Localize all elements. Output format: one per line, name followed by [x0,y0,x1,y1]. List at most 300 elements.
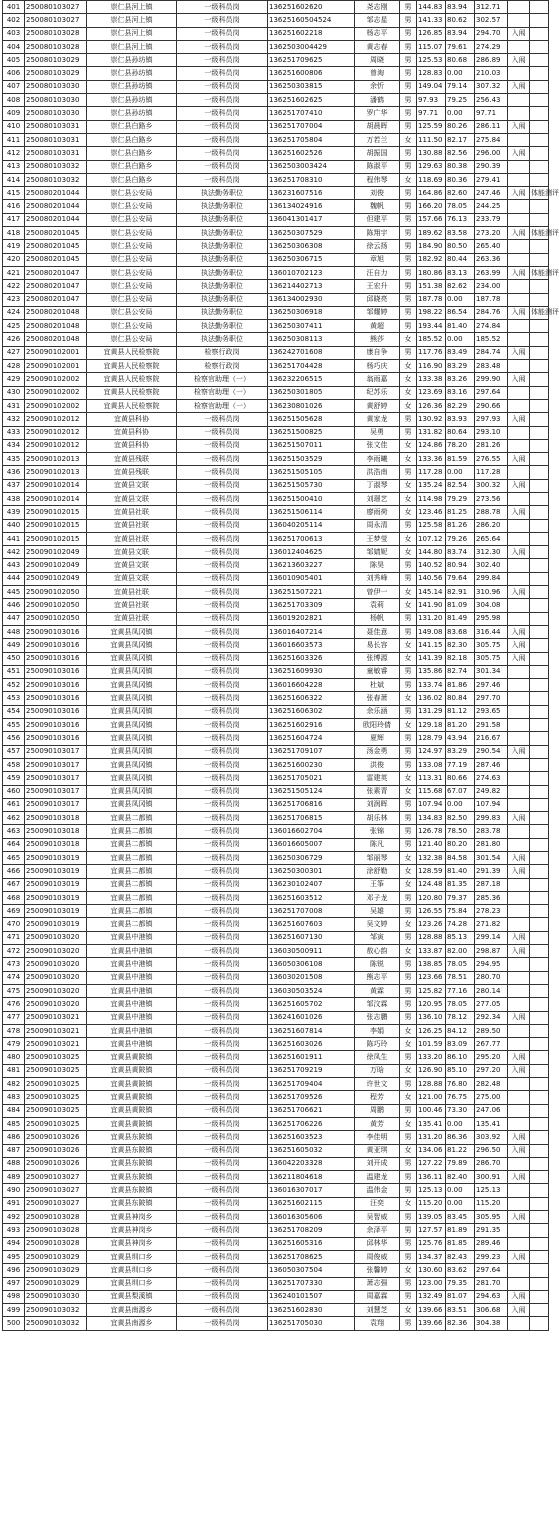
cell-exam_no: 136250306715 [268,253,355,266]
cell-note [530,758,549,771]
cell-note [530,1051,549,1064]
cell-interview: 80.94 [446,559,475,572]
cell-shortlist [508,785,530,798]
cell-written: 134.83 [417,812,446,825]
cell-no: 473 [3,958,25,971]
table-row [3,147,549,160]
cell-name: 刘璟艺 [355,492,400,505]
cell-exam_no: 136240101507 [268,1290,355,1303]
cell-interview: 0.00 [446,293,475,306]
cell-exam_no: 136251707330 [268,1277,355,1290]
cell-position: 一级科员岗 [177,758,268,771]
cell-written: 111.50 [417,133,446,146]
cell-shortlist [508,519,530,532]
table-row [3,679,549,692]
cell-name: 黄志春 [355,40,400,53]
cell-position: 一级科员岗 [177,984,268,997]
cell-note [530,147,549,160]
cell-written: 133.74 [417,679,446,692]
cell-total: 291.35 [475,1224,508,1237]
cell-total: 294.70 [475,27,508,40]
cell-exam_no: 136251709404 [268,1078,355,1091]
cell-gender: 男 [400,426,417,439]
cell-name: 汪奕 [355,1197,400,1210]
cell-note [530,399,549,412]
cell-position: 一级科员岗 [177,679,268,692]
cell-gender: 男 [400,200,417,213]
table-row [3,878,549,891]
cell-code: 250090103021 [25,1038,87,1051]
cell-unit: 宜黄县残联 [87,453,177,466]
cell-no: 499 [3,1304,25,1317]
cell-code: 250090103017 [25,785,87,798]
cell-unit: 宜黄县黄陂镇 [87,1117,177,1130]
cell-unit: 崇仁县公安局 [87,253,177,266]
cell-written: 136.10 [417,1011,446,1024]
cell-note [530,1317,549,1330]
cell-exam_no: 136050306108 [268,958,355,971]
cell-no: 413 [3,160,25,173]
cell-shortlist: 入闱 [508,80,530,93]
cell-exam_no: 136242701608 [268,346,355,359]
cell-gender: 男 [400,67,417,80]
cell-code: 250090102002 [25,399,87,412]
cell-gender: 男 [400,1051,417,1064]
cell-written: 151.38 [417,280,446,293]
cell-gender: 男 [400,732,417,745]
cell-position: 一级科员岗 [177,479,268,492]
cell-no: 435 [3,453,25,466]
cell-interview: 82.17 [446,133,475,146]
cell-written: 118.69 [417,173,446,186]
cell-unit: 宜黄县二都镇 [87,905,177,918]
cell-unit: 崇仁县孙坊镇 [87,94,177,107]
cell-name: 张志鹏 [355,1011,400,1024]
cell-interview: 82.40 [446,1171,475,1184]
table-row [3,1211,549,1224]
cell-gender: 男 [400,413,417,426]
table-row [3,945,549,958]
cell-shortlist [508,1038,530,1051]
table-row [3,1304,549,1317]
cell-written: 132.49 [417,1290,446,1303]
cell-name: 翁雨嘉 [355,373,400,386]
cell-code: 250090102013 [25,453,87,466]
cell-code: 250090102002 [25,373,87,386]
cell-code: 250080201047 [25,266,87,279]
cell-code: 250090103018 [25,838,87,851]
cell-unit: 崇仁县白路乡 [87,120,177,133]
cell-interview: 67.07 [446,785,475,798]
cell-gender: 男 [400,612,417,625]
cell-code: 250090103025 [25,1078,87,1091]
cell-total: 304.38 [475,1317,508,1330]
cell-name: 陈翔宇 [355,227,400,240]
cell-position: 一级科员岗 [177,998,268,1011]
cell-code: 250090103017 [25,758,87,771]
cell-shortlist: 入闱 [508,1250,530,1263]
cell-shortlist [508,200,530,213]
cell-name: 万晗 [355,1064,400,1077]
cell-code: 250090103016 [25,665,87,678]
cell-name: 魏帆 [355,200,400,213]
cell-name: 童敏睿 [355,665,400,678]
cell-note [530,439,549,452]
cell-unit: 宜黄县凤冈镇 [87,705,177,718]
cell-shortlist [508,905,530,918]
cell-name: 陈昊 [355,559,400,572]
cell-exam_no: 136251704428 [268,360,355,373]
cell-gender: 男 [400,293,417,306]
cell-position: 一级科员岗 [177,559,268,572]
cell-no: 482 [3,1078,25,1091]
cell-no: 485 [3,1117,25,1130]
cell-interview: 73.30 [446,1104,475,1117]
cell-shortlist [508,1091,530,1104]
table-row [3,865,549,878]
cell-written: 133.87 [417,945,446,958]
cell-gender: 男 [400,240,417,253]
cell-no: 408 [3,94,25,107]
cell-name: 杨巧庆 [355,360,400,373]
table-row [3,479,549,492]
cell-interview: 81.49 [446,612,475,625]
cell-shortlist [508,1197,530,1210]
cell-total: 299.84 [475,572,508,585]
cell-exam_no: 136251703309 [268,599,355,612]
table-row [3,253,549,266]
cell-note [530,133,549,146]
cell-position: 一级科员岗 [177,1184,268,1197]
cell-code: 250080201045 [25,227,87,240]
cell-interview: 74.28 [446,918,475,931]
cell-exam_no: 136250303815 [268,80,355,93]
cell-written: 144.80 [417,546,446,559]
table-row [3,266,549,279]
cell-no: 494 [3,1237,25,1250]
cell-shortlist: 入闱 [508,147,530,160]
cell-gender: 女 [400,692,417,705]
cell-gender: 女 [400,360,417,373]
cell-no: 409 [3,107,25,120]
cell-total: 233.79 [475,213,508,226]
cell-total: 296.00 [475,147,508,160]
table-row [3,1104,549,1117]
cell-name: 夏辉 [355,732,400,745]
cell-exam_no: 136251606302 [268,705,355,718]
cell-unit: 宜黄县社联 [87,506,177,519]
cell-no: 496 [3,1264,25,1277]
table-row [3,1,549,14]
cell-shortlist [508,958,530,971]
cell-gender: 男 [400,280,417,293]
cell-note [530,426,549,439]
cell-exam_no: 136250308113 [268,333,355,346]
cell-unit: 崇仁县公安局 [87,306,177,319]
cell-total: 97.71 [475,107,508,120]
cell-position: 一级科员岗 [177,506,268,519]
cell-name: 王梦莹 [355,532,400,545]
cell-unit: 宜黄县东陂镇 [87,1131,177,1144]
cell-no: 452 [3,679,25,692]
cell-name: 王筝 [355,878,400,891]
cell-interview: 83.93 [446,413,475,426]
cell-no: 412 [3,147,25,160]
cell-code: 250080201047 [25,280,87,293]
cell-position: 一级科员岗 [177,945,268,958]
cell-gender: 男 [400,758,417,771]
cell-exam_no: 1362503004429 [268,40,355,53]
cell-unit: 宜黄县二都镇 [87,838,177,851]
cell-written: 133.36 [417,453,446,466]
cell-total: 297.93 [475,413,508,426]
cell-position: 一级科员岗 [177,665,268,678]
cell-gender: 男 [400,665,417,678]
cell-name: 陈锐 [355,958,400,971]
cell-written: 131.82 [417,426,446,439]
cell-position: 一级科员岗 [177,532,268,545]
table-row [3,386,549,399]
cell-exam_no: 136030503524 [268,984,355,997]
cell-unit: 宜黄县南源乡 [87,1304,177,1317]
cell-written: 121.00 [417,1091,446,1104]
cell-unit: 宜黄县神岗乡 [87,1211,177,1224]
cell-no: 476 [3,998,25,1011]
cell-written: 97.71 [417,107,446,120]
cell-name: 熊志平 [355,971,400,984]
cell-no: 469 [3,905,25,918]
table-row [3,1117,549,1130]
cell-written: 129.63 [417,160,446,173]
cell-exam_no: 136251603026 [268,1038,355,1051]
cell-unit: 崇仁县公安局 [87,187,177,200]
cell-gender: 男 [400,1237,417,1250]
cell-interview: 84.12 [446,1024,475,1037]
cell-shortlist [508,426,530,439]
cell-unit: 宜黄县凤冈镇 [87,692,177,705]
cell-shortlist [508,399,530,412]
cell-gender: 女 [400,599,417,612]
cell-code: 250090103016 [25,639,87,652]
cell-note [530,479,549,492]
cell-position: 一级科员岗 [177,785,268,798]
cell-written: 164.86 [417,187,446,200]
cell-name: 萧志强 [355,1277,400,1290]
table-row [3,213,549,226]
cell-exam_no: 136214402713 [268,280,355,293]
cell-note [530,772,549,785]
cell-gender: 女 [400,652,417,665]
cell-unit: 崇仁县公安局 [87,280,177,293]
cell-exam_no: 136016307017 [268,1184,355,1197]
cell-code: 250090103020 [25,945,87,958]
cell-shortlist [508,825,530,838]
cell-gender: 女 [400,878,417,891]
table-row [3,1131,549,1144]
cell-exam_no: 136251602620 [268,1,355,14]
table-row [3,1197,549,1210]
cell-unit: 崇仁县公安局 [87,333,177,346]
cell-name: 洪俊 [355,758,400,771]
cell-name: 黄霖 [355,984,400,997]
cell-no: 495 [3,1250,25,1263]
cell-interview: 79.14 [446,80,475,93]
cell-no: 460 [3,785,25,798]
cell-unit: 宜黄县东陂镇 [87,1184,177,1197]
cell-shortlist: 入闱 [508,27,530,40]
cell-exam_no: 136251606322 [268,692,355,705]
cell-exam_no: 136016604228 [268,679,355,692]
cell-no: 401 [3,1,25,14]
cell-shortlist [508,679,530,692]
cell-position: 一级科员岗 [177,519,268,532]
cell-shortlist [508,213,530,226]
cell-name: 温建龙 [355,1171,400,1184]
cell-position: 一级科员岗 [177,80,268,93]
cell-note [530,705,549,718]
cell-gender: 男 [400,519,417,532]
cell-unit: 宜黄县黄陂镇 [87,1091,177,1104]
cell-position: 一级科员岗 [177,705,268,718]
cell-note [530,1184,549,1197]
cell-no: 405 [3,54,25,67]
cell-shortlist: 入闱 [508,1211,530,1224]
cell-no: 422 [3,280,25,293]
cell-code: 250090103032 [25,1304,87,1317]
cell-code: 250090103026 [25,1144,87,1157]
cell-position: 一级科员岗 [177,1104,268,1117]
cell-name: 熊莎 [355,333,400,346]
cell-note [530,1,549,14]
cell-shortlist [508,838,530,851]
cell-exam_no: 136251709107 [268,745,355,758]
cell-gender: 男 [400,838,417,851]
cell-position: 一级科员岗 [177,1290,268,1303]
table-row [3,200,549,213]
cell-total: 210.03 [475,67,508,80]
cell-unit: 宜黄县二都镇 [87,878,177,891]
cell-total: 279.41 [475,173,508,186]
cell-shortlist [508,772,530,785]
cell-position: 执法勤务职位 [177,213,268,226]
cell-name: 王宏升 [355,280,400,293]
cell-gender: 女 [400,865,417,878]
cell-written: 128.59 [417,865,446,878]
cell-gender: 男 [400,1131,417,1144]
cell-no: 498 [3,1290,25,1303]
cell-shortlist [508,719,530,732]
cell-code: 250090103016 [25,625,87,638]
cell-written: 114.98 [417,492,446,505]
cell-interview: 79.29 [446,492,475,505]
cell-note [530,453,549,466]
cell-gender: 男 [400,812,417,825]
cell-name: 敖心韵 [355,945,400,958]
cell-code: 250090103016 [25,732,87,745]
cell-shortlist: 入闱 [508,1144,530,1157]
cell-total: 310.96 [475,586,508,599]
cell-unit: 宜黄县中港镇 [87,971,177,984]
cell-gender: 男 [400,147,417,160]
cell-position: 一级科员岗 [177,439,268,452]
cell-position: 一级科员岗 [177,931,268,944]
table-row [3,1277,549,1290]
table-row [3,333,549,346]
cell-name: 徐云扬 [355,240,400,253]
cell-gender: 男 [400,80,417,93]
table-row [3,586,549,599]
cell-name: 邹志星 [355,14,400,27]
cell-exam_no: 136251507011 [268,439,355,452]
cell-code: 250080201048 [25,333,87,346]
cell-name: 易长容 [355,639,400,652]
cell-gender: 女 [400,1064,417,1077]
cell-no: 438 [3,492,25,505]
table-row [3,1078,549,1091]
cell-position: 一级科员岗 [177,572,268,585]
cell-written: 140.56 [417,572,446,585]
cell-interview: 76.80 [446,1078,475,1091]
cell-position: 检察行政岗 [177,346,268,359]
cell-position: 执法勤务职位 [177,253,268,266]
results-table [2,0,559,1331]
cell-position: 一级科员岗 [177,865,268,878]
cell-code: 250090103026 [25,1157,87,1170]
cell-shortlist [508,705,530,718]
cell-note [530,1250,549,1263]
cell-exam_no: 136251609930 [268,665,355,678]
cell-unit: 宜黄县梨溪镇 [87,1290,177,1303]
cell-note [530,905,549,918]
cell-gender: 男 [400,572,417,585]
cell-no: 430 [3,386,25,399]
cell-interview: 78.05 [446,958,475,971]
cell-note [530,625,549,638]
cell-shortlist: 入闱 [508,931,530,944]
cell-unit: 宜黄县凤冈镇 [87,639,177,652]
cell-name: 陈凡 [355,838,400,851]
cell-code: 250090103029 [25,1250,87,1263]
cell-total: 283.48 [475,360,508,373]
cell-name: 万若兰 [355,133,400,146]
cell-no: 466 [3,865,25,878]
cell-code: 250080103031 [25,120,87,133]
cell-interview: 82.91 [446,586,475,599]
cell-no: 448 [3,625,25,638]
cell-interview: 86.36 [446,1131,475,1144]
cell-no: 480 [3,1051,25,1064]
cell-interview: 83.09 [446,1038,475,1051]
cell-name: 刘慧芝 [355,1304,400,1317]
cell-name: 张素青 [355,785,400,798]
cell-shortlist [508,360,530,373]
cell-name: 雷建英 [355,772,400,785]
cell-name: 陈淑平 [355,160,400,173]
cell-interview: 81.86 [446,679,475,692]
cell-gender: 男 [400,984,417,997]
cell-total: 267.77 [475,1038,508,1051]
cell-unit: 宜黄县东陂镇 [87,1171,177,1184]
cell-gender: 女 [400,1024,417,1037]
table-row [3,1290,549,1303]
cell-note [530,998,549,1011]
cell-written: 141.39 [417,652,446,665]
cell-no: 486 [3,1131,25,1144]
cell-exam_no: 136251706815 [268,812,355,825]
cell-written: 97.93 [417,94,446,107]
cell-written: 134.37 [417,1250,446,1263]
cell-exam_no: 136251709219 [268,1064,355,1077]
